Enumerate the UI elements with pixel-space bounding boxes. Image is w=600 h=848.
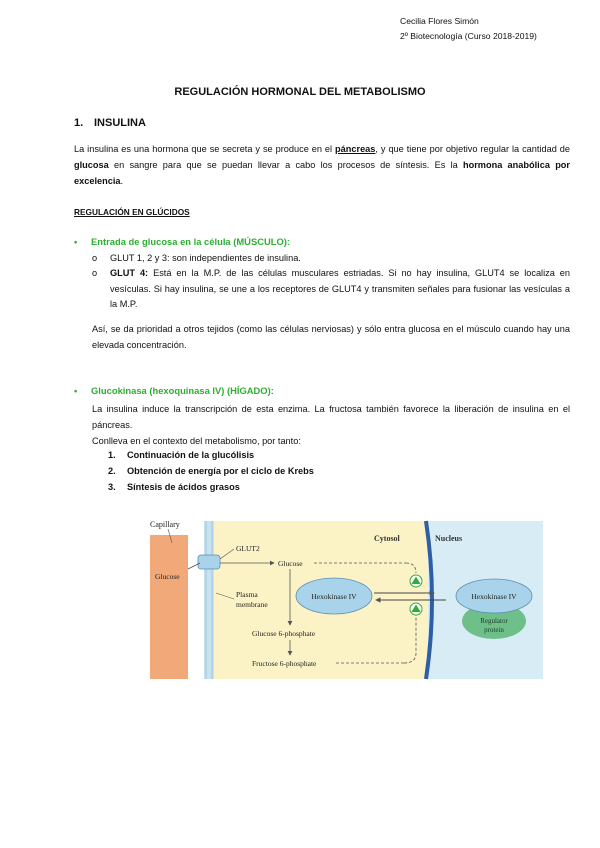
list-item: o GLUT 1, 2 y 3: son independientes de insulina. (92, 253, 301, 263)
bullet-icon: • (74, 236, 78, 247)
glut2-transporter (198, 555, 220, 569)
page-title: REGULACIÓN HORMONAL DEL METABOLISMO (174, 86, 426, 98)
header-author: Cecilia Flores Simón (400, 16, 479, 26)
regulator-label-1: Regulator (480, 617, 508, 625)
f6p-label: Fructose 6-phosphate (252, 659, 317, 668)
hexokinase-cytosol-label: Hexokinase IV (311, 592, 357, 601)
subheading: REGULACIÓN EN GLÚCIDOS (74, 207, 190, 217)
glucose-label: Glucose (278, 559, 303, 568)
activation-icon (410, 603, 422, 615)
cytosol-label: Cytosol (374, 534, 400, 543)
liver-consequence: Conlleva en el contexto del metabolismo, por tanto: (92, 436, 301, 446)
capillary (150, 535, 188, 679)
pancreas-term: páncreas (335, 144, 376, 154)
section-label: INSULINA (94, 117, 146, 129)
header-course: 2º Biotecnología (Curso 2018-2019) (400, 31, 537, 41)
bullet-liver-heading: Glucokinasa (hexoquinasa IV) (HÍGADO): (91, 385, 274, 396)
hexokinase-nucleus-label: Hexokinase IV (471, 592, 517, 601)
intro-paragraph: La insulina es una hormona que se secreta y se produce en el páncreas, y que tiene por objetivo regular la cantidad de glucosa en sangre para que se puedan llevar a cabo los procesos de síntesis. Es la hormona anabólica por excelencia. (74, 144, 570, 186)
bullet-liver (74, 385, 274, 396)
muscle-note: Así, se da prioridad a otros tejidos (como las células nerviosas) y sólo entra glucosa en el músculo cuando hay una elevada concentración. (92, 324, 570, 350)
liver-paragraph: La insulina induce la transcripción de esta enzima. La fructosa también favorece la liberación de insulina en el páncreas. (92, 404, 570, 430)
g6p-label: Glucose 6-phosphate (252, 629, 316, 638)
activation-icon (410, 575, 422, 587)
glucosa-term: glucosa (74, 160, 109, 170)
capillary-label: Capillary (150, 520, 180, 529)
list-item: 2. Obtención de energía por el ciclo de Krebs (108, 466, 314, 476)
bullet-muscle-heading: Entrada de glucosa en la célula (MÚSCULO): (91, 236, 290, 247)
list-item: o GLUT 4: Está en la M.P. de las células musculares estriadas. Si no hay insulina, GLUT4 se localiza en vesículas. Si hay insulina, se une a los receptores de GLUT4 y transmiten señales para fusionar las vesículas a la M.P. (92, 268, 570, 309)
section-heading (74, 117, 146, 129)
regulator-label-2: protein (484, 626, 504, 634)
list-item: 3. Síntesis de ácidos grasos (108, 482, 240, 492)
bullet-muscle (74, 236, 290, 247)
hexokinase-figure (138, 513, 548, 683)
section-number: 1. (74, 117, 84, 129)
glut2-label: GLUT2 (236, 544, 260, 553)
bullet-icon: • (74, 385, 78, 396)
nucleus-label: Nucleus (435, 534, 463, 543)
plasma-label-1: Plasma (236, 590, 258, 599)
glucose-blood-label: Glucose (155, 572, 180, 581)
plasma-label-2: membrane (236, 600, 268, 609)
hormona-term: hormona anabólica por excelencia (74, 160, 570, 186)
list-item: 1. Continuación de la glucólisis (108, 450, 255, 460)
